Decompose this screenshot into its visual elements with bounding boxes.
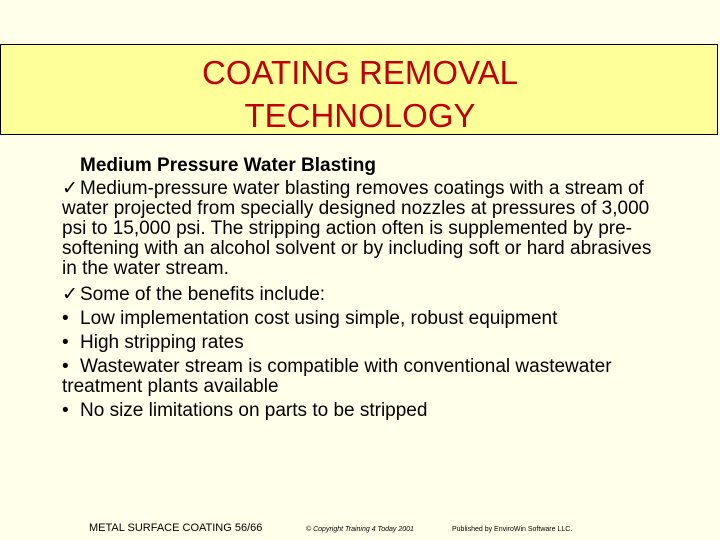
bullet-text: High stripping rates: [80, 332, 244, 353]
check-paragraph-1: [62, 179, 662, 279]
check-mark-icon: ✓: [62, 284, 78, 305]
footer-publisher: Published by EnviroWin Software LLC.: [452, 526, 573, 533]
bullet-text: Low implementation cost using simple, robust equipment: [80, 308, 558, 329]
bullet-icon: •: [62, 332, 69, 353]
bullet-text: Wastewater stream is compatible with conventional wastewater treatment plants available: [62, 356, 612, 397]
slide-body: [62, 156, 662, 421]
bullet-item: [62, 401, 662, 421]
slide-title-line-1: COATING REMOVAL: [202, 54, 518, 91]
bullet-item: [62, 309, 662, 329]
paragraph-text: Some of the benefits include:: [80, 284, 326, 305]
footer-course-label: METAL SURFACE COATING 56/66: [89, 522, 263, 534]
bullet-icon: •: [62, 356, 69, 377]
slide-title-line-2: TECHNOLOGY: [244, 97, 476, 134]
paragraph-text: Medium-pressure water blasting removes coatings with a stream of water projected from specially designed nozzles at pressures of 3,000 psi to 15,000 psi. The stripping action often is supplemented by pre-softening with an alcohol solvent or by including soft or hard abrasives in the water stream.: [62, 178, 652, 279]
bullet-text: No size limitations on parts to be stripped: [80, 400, 428, 421]
check-paragraph-2: [62, 285, 662, 305]
footer-copyright: © Copyright Training 4 Today 2001: [306, 526, 414, 533]
subheading: Medium Pressure Water Blasting: [80, 155, 376, 176]
bullet-icon: •: [62, 308, 69, 329]
bullet-item: [62, 357, 662, 397]
bullet-item: [62, 333, 662, 353]
bullet-icon: •: [62, 400, 69, 421]
check-mark-icon: ✓: [62, 178, 78, 199]
